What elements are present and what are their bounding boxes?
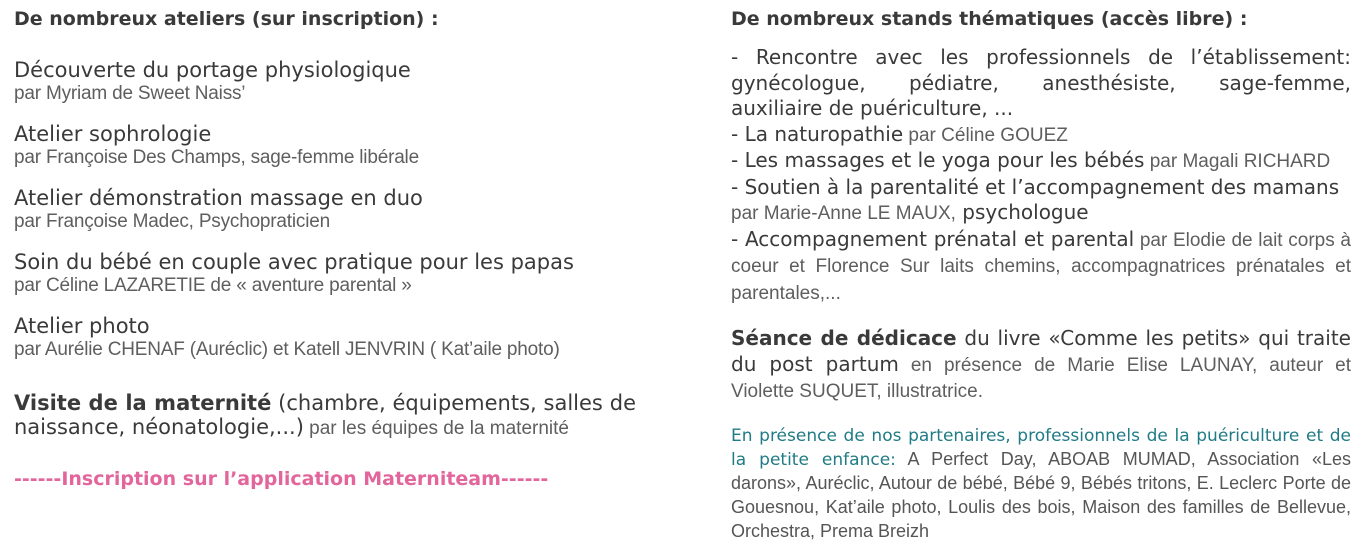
workshop-item	[14, 314, 560, 362]
stand-professionals-line: - Rencontre avec les professionnels de l’établissement:	[731, 45, 1351, 69]
workshop-presenter: par Aurélie CHENAF (Auréclic) et Katell JENVRIN ( Kat’aile photo)	[14, 339, 560, 360]
workshop-item	[14, 122, 419, 170]
stand-parenting-support: - Soutien à la parentalité et l’accompagnement des mamans	[731, 174, 1340, 199]
workshops-heading: De nombreux ateliers (sur inscription) :	[14, 8, 439, 30]
stand-presenter: par Marie-Anne LE MAUX,	[731, 203, 956, 224]
workshop-presenter: par Myriam de Sweet Naiss’	[14, 83, 246, 104]
workshop-item	[14, 186, 423, 234]
workshop-presenter: par Françoise Des Champs, sage-femme libérale	[14, 147, 419, 168]
book-signing-title: Séance de dédicace	[731, 326, 957, 350]
workshop-presenter: par Céline LAZARETIE de « aventure parental »	[14, 275, 412, 296]
workshop-title: Atelier démonstration massage en duo	[14, 186, 423, 210]
book-signing-presenters: en présence de Marie Elise LAUNAY, auteur et Violette SUQUET, illustratrice.	[731, 354, 1351, 402]
workshop-item	[14, 58, 411, 106]
maternity-visit-presenter: par les équipes de la maternité	[303, 418, 569, 439]
book-signing-details: du livre «Comme les petits» qui traite du post partum	[731, 326, 1351, 376]
maternity-visit	[14, 391, 636, 441]
stand-naturopathy	[731, 122, 1351, 149]
stand-presenter: par Magali RICHARD	[1144, 151, 1331, 172]
stand-baby-massage	[731, 148, 1351, 175]
workshop-item	[14, 250, 574, 298]
stands-list	[731, 45, 1351, 306]
workshop-title: Atelier sophrologie	[14, 122, 212, 146]
stand-title: - Les massages et le yoga pour les bébés	[731, 148, 1145, 172]
stands-heading: De nombreux stands thématiques (accès libre) :	[731, 8, 1248, 30]
registration-note: ------Inscription sur l’application Materniteam------	[14, 468, 549, 490]
stand-presenter-role: psychologue	[955, 200, 1089, 224]
workshop-title: Soin du bébé en couple avec pratique pour les papas	[14, 250, 574, 274]
stand-title: - Accompagnement prénatal et parental	[731, 226, 1135, 251]
partners-list: A Perfect Day, ABOAB MUMAD, Association «Les darons», Auréclic, Autour de bébé, Bébé 9, Bébés tritons, E. Leclerc Porte de Gouesnou, Kat’aile photo, Loulis des bois, Maison des familles de Bellevue, Orchestra, Prema Breizh	[731, 449, 1352, 541]
stand-professionals-line: gynécologue, pédiatre, anesthésiste, sage-femme,	[731, 70, 1351, 95]
maternity-visit-title: Visite de la maternité	[14, 391, 272, 415]
stand-professionals-line: auxiliaire de puériculture, ...	[731, 96, 1014, 120]
stand-presenter: par Céline GOUEZ	[903, 124, 1068, 146]
book-signing	[731, 326, 1351, 405]
stand-title: - La naturopathie	[731, 121, 904, 146]
stand-prenatal	[731, 227, 1351, 307]
workshop-title: Découverte du portage physiologique	[14, 58, 411, 82]
maternity-visit-details: (chambre, équipements, salles de naissance, néonatologie,...)	[14, 391, 636, 439]
stand-parenting-support-presenter	[731, 200, 1351, 227]
stand-presenter: par Elodie de lait corps à coeur et Florence Sur laits chemins, accompagnatrices prénatales et parentales,...	[731, 229, 1351, 304]
workshop-presenter: par Françoise Madec, Psychopraticien	[14, 211, 330, 232]
partners-intro: En présence de nos partenaires, professionnels de la puériculture et de la petite enfance:	[731, 426, 1351, 470]
workshop-title: Atelier photo	[14, 314, 150, 338]
partners	[731, 425, 1351, 544]
